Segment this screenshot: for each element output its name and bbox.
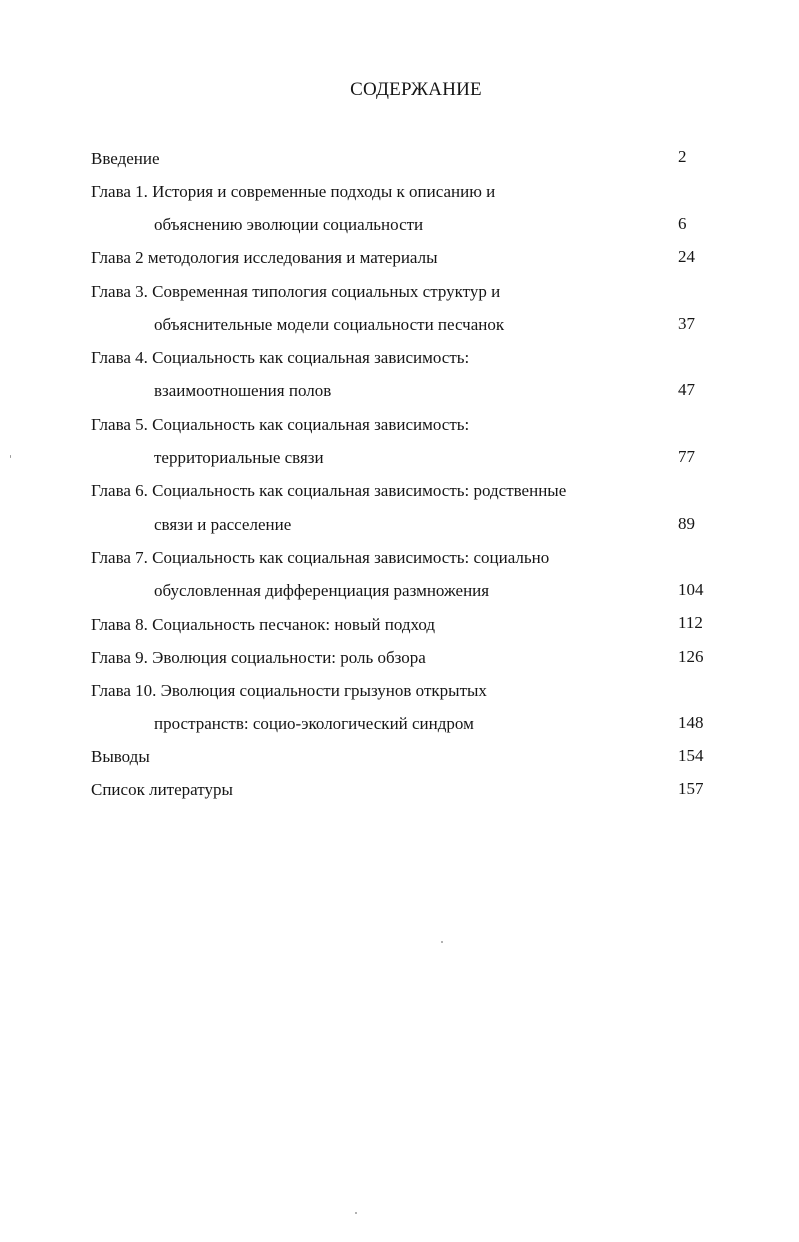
toc-entry-references-title[interactable]: Список литературы — [91, 780, 233, 799]
toc-entry-chapter-10-page: 148 — [678, 713, 704, 732]
toc-entry-references-page: 157 — [678, 779, 704, 798]
toc-entry-chapter-7-title-line-2[interactable]: обусловленная дифференциация размножения — [154, 581, 490, 600]
toc-entry-chapter-10-title-line-1[interactable]: Глава 10. Эволюция социальности грызунов открытых — [91, 681, 487, 700]
toc-entry-chapter-3-title-line-2[interactable]: объяснительные модели социальности песчанок — [154, 315, 505, 334]
toc-entry-introduction-page: 2 — [678, 147, 687, 166]
toc-entry-chapter-5-title-line-2[interactable]: территориальные связи — [154, 448, 324, 467]
toc-entry-chapter-10-title-line-2[interactable]: пространств: социо-экологический синдром — [154, 714, 474, 733]
toc-entry-chapter-6-title-line-1[interactable]: Глава 6. Социальность как социальная зависимость: родственные — [91, 481, 567, 500]
toc-entry-chapter-1-page: 6 — [678, 214, 687, 233]
toc-entry-chapter-4-title-line-2[interactable]: взаимоотношения полов — [154, 381, 332, 400]
page-title: СОДЕРЖАНИЕ — [350, 79, 482, 100]
toc-entry-conclusions-page: 154 — [678, 746, 704, 765]
toc-entry-chapter-7-title-line-1[interactable]: Глава 7. Социальность как социальная зависимость: социально — [91, 548, 550, 567]
scan-speck — [10, 455, 11, 458]
toc-entry-chapter-9-page: 126 — [678, 647, 704, 666]
toc-entry-chapter-9-title[interactable]: Глава 9. Эволюция социальности: роль обзора — [91, 648, 426, 667]
toc-entry-chapter-1-title-line-2[interactable]: объяснению эволюции социальности — [154, 215, 424, 234]
toc-entry-chapter-3-title-line-1[interactable]: Глава 3. Современная типология социальных структур и — [91, 282, 501, 301]
toc-entry-chapter-8-title[interactable]: Глава 8. Социальность песчанок: новый подход — [91, 615, 436, 634]
toc-entry-chapter-1-title-line-1[interactable]: Глава 1. История и современные подходы к описанию и — [91, 182, 496, 201]
toc-entry-chapter-2-title[interactable]: Глава 2 методология исследования и материалы — [91, 248, 438, 267]
toc-entry-chapter-8-page: 112 — [678, 613, 703, 632]
toc-entry-introduction-title[interactable]: Введение — [91, 149, 160, 168]
toc-entry-chapter-6-title-line-2[interactable]: связи и расселение — [154, 515, 292, 534]
toc-entry-conclusions-title[interactable]: Выводы — [91, 747, 150, 766]
toc-entry-chapter-7-page: 104 — [678, 580, 704, 599]
scan-speck — [355, 1212, 357, 1214]
toc-entry-chapter-5-title-line-1[interactable]: Глава 5. Социальность как социальная зависимость: — [91, 415, 470, 434]
toc-entry-chapter-2-page: 24 — [678, 247, 695, 266]
toc-entry-chapter-5-page: 77 — [678, 447, 695, 466]
toc-entry-chapter-4-page: 47 — [678, 380, 695, 399]
scan-speck — [441, 941, 443, 943]
toc-entry-chapter-6-page: 89 — [678, 514, 695, 533]
toc-entry-chapter-3-page: 37 — [678, 314, 695, 333]
toc-entry-chapter-4-title-line-1[interactable]: Глава 4. Социальность как социальная зависимость: — [91, 348, 470, 367]
